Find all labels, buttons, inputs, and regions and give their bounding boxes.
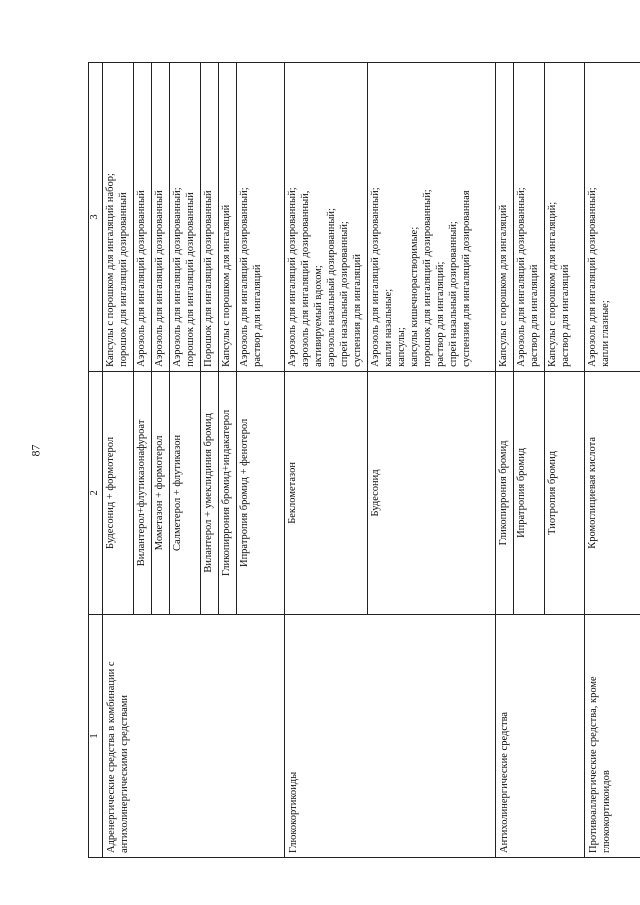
dosage-form: Аэрозоль для ингаляций дозированный;	[586, 187, 598, 367]
dosage-form: суспензия для ингаляций дозированная	[461, 190, 472, 367]
page-number: 87	[28, 444, 43, 457]
dosage-form-list	[152, 63, 170, 371]
dosage-form: суспензия для ингаляций	[352, 254, 363, 367]
drug-name: Салметерол + флутиказон	[170, 372, 201, 614]
category-name: Противоаллергические средства, кроме глюкокортикоидов	[587, 676, 612, 853]
dosage-form: капли глазные;	[599, 300, 611, 367]
dosage-form: активируемый вдохом;	[313, 265, 324, 367]
dosage-form: спрей назальный дозированный;	[339, 221, 350, 367]
drug-name: Ипратропия бромид	[514, 372, 545, 614]
dosage-form-list	[514, 63, 545, 371]
dosage-form: спрей назальный дозированный;	[448, 221, 459, 367]
dosage-form: раствор для ингаляций	[529, 264, 541, 367]
dosage-form-list	[134, 63, 152, 371]
dosage-form-list	[585, 63, 615, 371]
dosage-form: капли назальные;	[383, 288, 394, 367]
dosage-forms-cell	[584, 63, 640, 372]
category-name: Адренергические средства в комбинации с антихолинергическими средствами	[106, 661, 131, 853]
dosage-form: Капсулы с порошком для ингаляций	[498, 204, 510, 367]
category-cell	[584, 614, 640, 857]
drug-name: Беклометазон	[285, 372, 368, 614]
dosage-form: капсулы;	[396, 327, 407, 367]
header-cell-1: 1	[89, 614, 103, 857]
dosage-form-list	[201, 63, 219, 371]
drug-name: Мометазон + формотерол	[152, 372, 170, 614]
dosage-form: Аэрозоль для ингаляций дозированный;	[370, 187, 381, 367]
drug-name: Будесонид	[370, 469, 381, 517]
table-row	[496, 63, 584, 858]
dosage-form-list	[170, 63, 201, 371]
dosage-forms-cell	[103, 63, 285, 372]
drug-name: Гликопиррония бромид+индакатерол	[219, 372, 237, 614]
header-cell-3: 3	[89, 63, 103, 372]
dosage-form: порошок для ингаляций дозированный	[118, 192, 130, 367]
dosage-form: раствор для ингаляций;	[435, 261, 446, 367]
drug-names-cell	[496, 371, 584, 614]
dosage-forms-cell	[496, 63, 584, 372]
category-cell	[496, 614, 584, 857]
table-row	[103, 63, 285, 858]
drug-name: Кромоглициевая кислота	[586, 437, 598, 549]
dosage-form: капсулы кишечнорастворимые;	[409, 226, 420, 367]
drug-name: Вилантерол + умеклидиния бромид	[201, 372, 219, 614]
dosage-form: аэрозоль для ингаляций дозированный,	[300, 190, 311, 367]
dosage-form: Капсулы с порошком для ингаляций	[221, 204, 233, 367]
dosage-form-list	[219, 63, 237, 371]
dosage-form: Капсулы с порошком для ингаляций;	[547, 201, 559, 367]
dosage-form: аэрозоль назальный дозированный;	[326, 208, 337, 367]
dosage-form: порошок для ингаляций дозированный	[185, 192, 197, 367]
dosage-form: Аэрозоль для ингаляций дозированный;	[172, 187, 184, 367]
dosage-form-list	[368, 63, 476, 371]
rotated-page	[88, 62, 640, 858]
dosage-form: раствор для ингаляций	[560, 264, 572, 367]
drug-name: Гликопиррония бромид	[496, 372, 514, 614]
dosage-form: Капсулы с порошком для ингаляций набор;	[105, 173, 117, 367]
category-name: Антихолинергические средства	[499, 711, 511, 853]
dosage-form-list	[496, 63, 514, 371]
drug-name: Будесонид + формотерол	[103, 372, 134, 614]
category-cell	[103, 614, 285, 857]
dosage-form: Аэрозоль для ингаляций дозированный	[136, 190, 148, 367]
drug-names-cell	[584, 371, 640, 614]
dosage-form: порошок для ингаляций дозированный;	[422, 189, 433, 367]
category-cell	[285, 614, 496, 857]
dosage-form: Порошок для ингаляций дозированный	[203, 190, 215, 367]
drug-name: Вилантерол+флутиказонафуроат	[134, 372, 152, 614]
dosage-form: Аэрозоль для ингаляций дозированный	[154, 190, 166, 367]
dosage-form-list	[237, 63, 267, 371]
dosage-form-list	[103, 63, 134, 371]
dosage-form-list	[285, 63, 368, 371]
drug-names-cell	[285, 371, 496, 614]
dosage-form-list	[545, 63, 575, 371]
dosage-forms-cell	[285, 63, 496, 372]
dosage-form: Аэрозоль для ингаляций дозированный;	[287, 187, 298, 367]
drug-names-cell	[103, 371, 285, 614]
header-cell-2: 2	[89, 371, 103, 614]
table-row	[584, 63, 640, 858]
dosage-form: Аэрозоль для ингаляций дозированный;	[516, 187, 528, 367]
drug-name: Ипратропия бромид + фенотерол	[239, 418, 251, 568]
category-name: Глюкокортикоиды	[288, 771, 299, 853]
header-row	[89, 63, 103, 858]
dosage-form: Аэрозоль для ингаляций дозированный;	[239, 187, 251, 367]
table-row	[285, 63, 496, 858]
drug-name: Тиотропия бромид	[547, 450, 559, 535]
drug-table	[88, 62, 640, 858]
dosage-form: раствор для ингаляций	[252, 264, 264, 367]
